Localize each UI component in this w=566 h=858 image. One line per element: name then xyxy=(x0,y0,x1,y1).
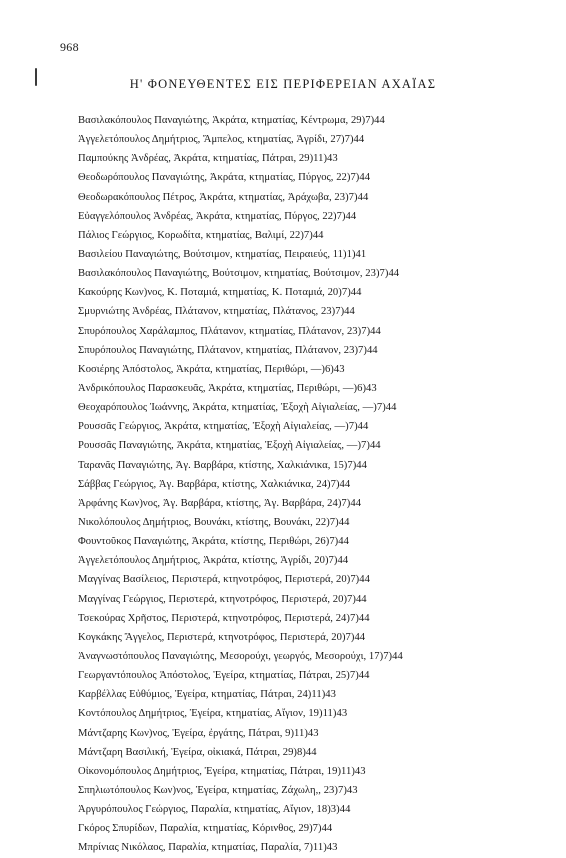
list-item: Σμυρνιώτης Ἀνδρέας, Πλάτανον, κτηματίας, Πλάτανος, 23)7)44 xyxy=(78,306,355,318)
list-item: Παμπούκης Ἀνδρέας, Ἀκράτα, κτηματίας, Πάτραι, 29)11)43 xyxy=(78,153,338,165)
list-item: Θεοδωρόπουλος Παναγιώτης, Ἀκράτα, κτηματίας, Πύργος, 22)7)44 xyxy=(78,172,371,184)
page-number: 968 xyxy=(60,40,79,54)
victims-list xyxy=(78,111,548,857)
list-item: Σάββας Γεώργιος, Ἀγ. Βαρβάρα, κτίστης, Χαλκιάνικα, 24)7)44 xyxy=(78,478,351,490)
list-item: Θεοχαρόπουλος Ἰωάννης, Ἀκράτα, κτηματίας, Ἐξοχὴ Αἰγιαλείας, —)7)44 xyxy=(78,402,397,414)
list-item: Σπηλιωτόπουλος Κων)νος, Ἐγείρα, κτηματίας, Ζάχωλη,, 23)7)43 xyxy=(78,784,358,796)
list-item: Μαγγίνας Βασίλειος, Περιστερά, κτηνοτρόφος, Περιστερά, 20)7)44 xyxy=(78,574,370,586)
list-item: Πάλιος Γεώργιος, Κορωδίτα, κτηματίας, Βαλιμί, 22)7)44 xyxy=(78,229,324,241)
list-item: Ἀναγνωστόπουλος Παναγιώτης, Μεσορούχι, γεωργός, Μεσορούχι, 17)7)44 xyxy=(78,650,403,662)
list-item: Ἀρφάνης Κων)νος, Ἀγ. Βαρβάρα, κτίστης, Ἀγ. Βαρβάρα, 24)7)44 xyxy=(78,497,362,509)
list-item: Βασιλείου Παναγιώτης, Βούτσιμον, κτηματίας, Πειραιεύς, 11)1)41 xyxy=(78,248,367,260)
section-title: Η' ΦΟΝΕΥΘΕΝΤΕΣ ΕΙΣ ΠΕΡΙΦΕΡΕΙΑΝ ΑΧΑΪΑΣ xyxy=(129,77,437,91)
list-item: Γκόρος Σπυρίδων, Παραλία, κτηματίας, Κόρινθος, 29)7)44 xyxy=(78,823,333,835)
list-item: Ἀγγελετόπουλος Δημήτριος, Ἄμπελος, κτηματίας, Ἀγρίδι, 27)7)44 xyxy=(78,134,365,146)
list-item: Νικολόπουλος Δημήτριος, Βουνάκι, κτίστης, Βουνάκι, 22)7)44 xyxy=(78,516,350,528)
list-item: Ἀργυρόπουλος Γεώργιος, Παραλία, κτηματίας, Αἴγιον, 18)3)44 xyxy=(78,804,351,816)
list-item: Μπρίνιας Νικόλαος, Παραλία, κτηματίας, Παραλία, 7)11)43 xyxy=(78,842,338,854)
list-item: Μάντζαρη Βασιλική, Ἐγείρα, οἰκιακά, Πάτραι, 29)8)44 xyxy=(78,746,317,758)
list-item: Βασιλακόπουλος Παναγιώτης, Βούτσιμον, κτηματίας, Βούτσιμον, 23)7)44 xyxy=(78,268,400,280)
list-item: Σπυρόπουλος Παναγιώτης, Πλάτανον, κτηματίας, Πλάτανον, 23)7)44 xyxy=(78,344,378,356)
list-item: Ἀνδρικόπουλος Παρασκευᾶς, Ἀκράτα, κτηματίας, Περιθώρι, —)6)43 xyxy=(78,382,377,394)
list-item: Σπυρόπουλος Χαράλαμπος, Πλάτανον, κτηματίας, Πλάτανον, 23)7)44 xyxy=(78,325,381,337)
list-item: Εὐαγγελόπουλος Ἀνδρέας, Ἀκράτα, κτηματίας, Πύργος, 22)7)44 xyxy=(78,210,357,222)
list-item: Τσεκούρας Χρῆστος, Περιστερά, κτηνοτρόφος, Περιστερά, 24)7)44 xyxy=(78,612,370,624)
list-item: Οἰκονομόπουλος Δημήτριος, Ἐγείρα, κτηματίας, Πάτραι, 19)11)43 xyxy=(78,765,366,777)
list-item: Θεοδωρακόπουλος Πέτρος, Ἀκράτα, κτηματίας, Ἀράχωβα, 23)7)44 xyxy=(78,191,369,203)
list-item: Βασιλακόπουλος Παναγιώτης, Ἀκράτα, κτηματίας, Κέντρωμα, 29)7)44 xyxy=(78,115,385,126)
list-item: Μάντζαρης Κων)νος, Ἐγείρα, ἐργάτης, Πάτραι, 9)11)43 xyxy=(78,727,319,739)
list-item: Κοντόπουλος Δημήτριος, Ἐγείρα, κτηματίας, Αἴγιον, 19)11)43 xyxy=(78,708,348,720)
list-item: Κογκάκης Ἄγγελος, Περιστερά, κτηνοτρόφος, Περιστερά, 20)7)44 xyxy=(78,631,366,643)
list-item: Ρουσσᾶς Παναγιώτης, Ἀκράτα, κτηματίας, Ἐξοχὴ Αἰγιαλείας, —)7)44 xyxy=(78,440,381,452)
list-item: Καρβέλλας Εὐθύμιος, Ἐγείρα, κτηματίας, Πάτραι, 24)11)43 xyxy=(78,689,336,701)
list-item: Ρουσσᾶς Γεώργιος, Ἀκράτα, κτηματίας, Ἐξοχὴ Αἰγιαλείας, —)7)44 xyxy=(78,421,369,433)
list-item: Ἀγγελετόπουλος Δημήτριος, Ἀκράτα, κτίστης, Ἀγρίδι, 20)7)44 xyxy=(78,555,349,567)
list-item: Κοσιέρης Ἀπόστολος, Ἀκράτα, κτηματίας, Περιθώρι, —)6)43 xyxy=(78,363,345,375)
list-item: Γεωργαντόπουλος Ἀπόστολος, Ἐγείρα, κτηματίας, Πάτραι, 25)7)44 xyxy=(78,670,370,682)
list-item: Φουντοῦκος Παναγιώτης, Ἀκράτα, κτίστης, Περιθώρι, 26)7)44 xyxy=(78,536,349,548)
list-item: Κακούρης Κων)νος, Κ. Ποταμιά, κτηματίας, Κ. Ποταμιά, 20)7)44 xyxy=(78,287,362,299)
list-item: Ταρανᾶς Παναγιώτης, Ἀγ. Βαρβάρα, κτίστης, Χαλκιάνικα, 15)7)44 xyxy=(78,459,368,471)
list-item: Μαγγίνας Γεώργιος, Περιστερά, κτηνοτρόφος, Περιστερά, 20)7)44 xyxy=(78,593,367,605)
